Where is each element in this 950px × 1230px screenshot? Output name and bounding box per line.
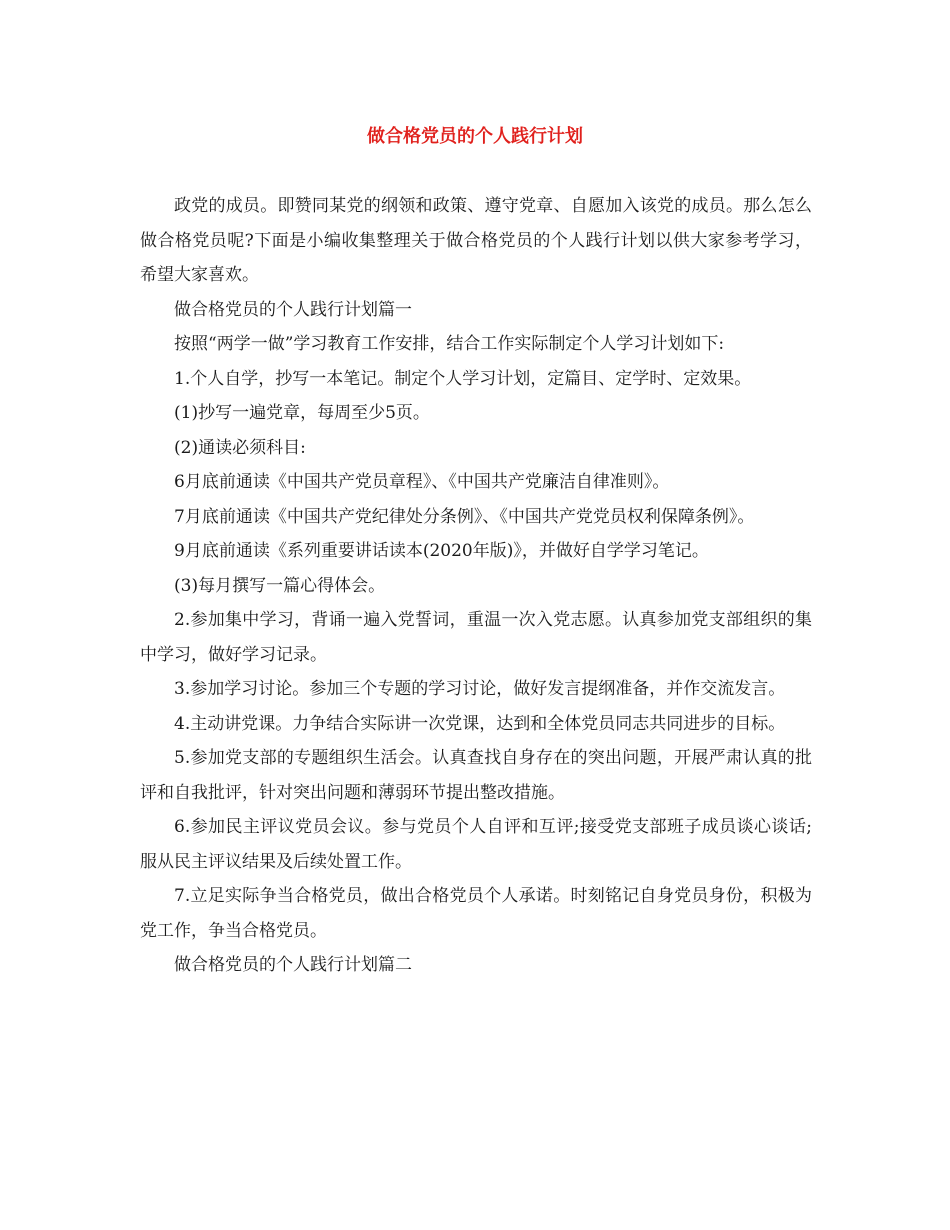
paragraph: 1.个人自学，抄写一本笔记。制定个人学习计划，定篇目、定学时、定效果。 xyxy=(174,368,752,389)
paragraph: (2)通读必须科目: xyxy=(174,437,306,458)
paragraph: 7.立足实际争当合格党员，做出合格党员个人承诺。时刻铭记自身党员身份，积极为党工作，争当合格党员。 xyxy=(140,886,812,941)
document-body xyxy=(140,189,812,983)
paragraph: 6.参加民主评议党员会议。参与党员个人自评和互评;接受党支部班子成员谈心谈话;服从民主评议结果及后续处置工作。 xyxy=(140,817,812,872)
paragraph: (3)每月撰写一篇心得体会。 xyxy=(174,575,386,596)
paragraph: 按照“两学一做”学习教育工作安排，结合工作实际制定个人学习计划如下: xyxy=(174,334,725,354)
paragraph: 7月底前通读《中国共产党纪律处分条例》、《中国共产党党员权利保障条例》。 xyxy=(174,506,755,527)
paragraph: 5.参加党支部的专题组织生活会。认真查找自身存在的突出问题，开展严肃认真的批评和自我批评，针对突出问题和薄弱环节提出整改措施。 xyxy=(140,748,812,803)
paragraph: 6月底前通读《中国共产党员章程》、《中国共产党廉洁自律准则》。 xyxy=(174,472,670,492)
document-title: 做合格党员的个人践行计划 xyxy=(367,126,583,147)
paragraph: (1)抄写一遍党章，每周至少5页。 xyxy=(174,403,430,423)
paragraph: 2.参加集中学习，背诵一遍入党誓词，重温一次入党志愿。认真参加党支部组织的集中学习，做好学习记录。 xyxy=(140,610,812,665)
paragraph: 做合格党员的个人践行计划篇二 xyxy=(174,955,412,975)
paragraph: 做合格党员的个人践行计划篇一 xyxy=(174,299,412,320)
paragraph: 4.主动讲党课。力争结合实际讲一次党课，达到和全体党员同志共同进步的目标。 xyxy=(174,713,786,734)
paragraph: 9月底前通读《系列重要讲话读本(2020年版)》，并做好自学学习笔记。 xyxy=(174,541,709,561)
paragraph: 政党的成员。即赞同某党的纲领和政策、遵守党章、自愿加入该党的成员。那么怎么做合格党员呢?下面是小编收集整理关于做合格党员的个人践行计划以供大家参考学习，希望大家喜欢。 xyxy=(140,196,812,285)
paragraph: 3.参加学习讨论。参加三个专题的学习讨论，做好发言提纲准备，并作交流发言。 xyxy=(174,679,786,699)
